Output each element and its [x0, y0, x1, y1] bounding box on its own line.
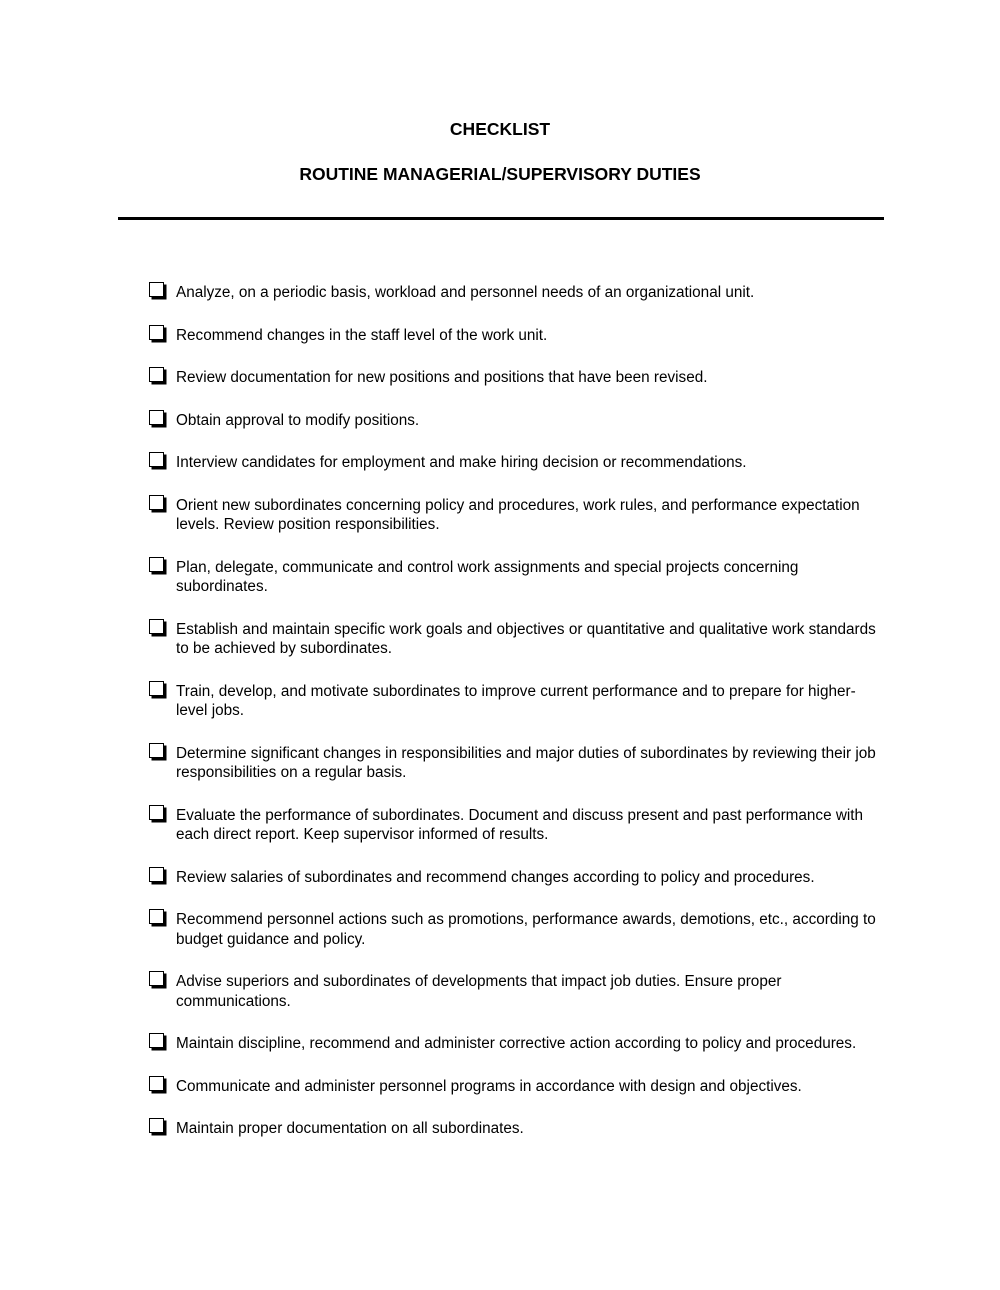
checklist-item: [148, 496, 888, 535]
checklist-item: [148, 806, 888, 845]
page-title: CHECKLIST: [449, 119, 551, 139]
checklist-item: [148, 411, 888, 431]
checkbox-icon[interactable]: [149, 867, 164, 882]
checklist-item-text: Analyze, on a periodic basis, workload and personnel needs of an organizational unit.: [176, 284, 755, 301]
checkbox-icon[interactable]: [149, 909, 164, 924]
page-subtitle: ROUTINE MANAGERIAL/SUPERVISORY DUTIES: [299, 164, 701, 184]
checklist-item-text: Evaluate the performance of subordinates. Document and discuss present and past performance with each direct report. Keep supervisor informed of results.: [176, 806, 864, 843]
checklist-item: [148, 368, 888, 388]
checklist-item: [148, 744, 888, 783]
checklist-item: [148, 558, 888, 597]
checkbox-icon[interactable]: [149, 452, 164, 467]
checklist-item-text: Recommend changes in the staff level of the work unit.: [176, 326, 548, 344]
checklist-item-text: Interview candidates for employment and make hiring decision or recommendations.: [176, 454, 747, 471]
checklist-item-text: Obtain approval to modify positions.: [176, 411, 420, 429]
duties-checklist: [148, 283, 888, 1162]
checkbox-icon[interactable]: [149, 1033, 164, 1048]
checklist-item-text: Determine significant changes in responsibilities and major duties of subordinates by reviewing their job responsibilities on a regular basis.: [176, 744, 876, 781]
checklist-item: [148, 1077, 888, 1097]
checklist-item: [148, 1119, 888, 1139]
checklist-item-text: Recommend personnel actions such as promotions, performance awards, demotions, etc., according to budget guidance and policy.: [176, 911, 876, 948]
checklist-item-text: Plan, delegate, communicate and control work assignments and special projects concerning subordinates.: [176, 558, 799, 595]
checklist-item: [148, 682, 888, 721]
checklist-item: [148, 1034, 888, 1054]
checklist-item: [148, 620, 888, 659]
checkbox-icon[interactable]: [149, 1076, 164, 1091]
checklist-item: [148, 453, 888, 473]
checkbox-icon[interactable]: [149, 557, 164, 572]
checklist-item-text: Communicate and administer personnel programs in accordance with design and objectives.: [176, 1077, 802, 1095]
checklist-item-text: Review documentation for new positions and positions that have been revised.: [176, 369, 708, 386]
checklist-item: [148, 868, 888, 888]
checklist-item-text: Maintain discipline, recommend and administer corrective action according to policy and procedures.: [176, 1035, 857, 1052]
checklist-item: [148, 972, 888, 1011]
checkbox-icon[interactable]: [149, 743, 164, 758]
checklist-item-text: Review salaries of subordinates and recommend changes according to policy and procedures.: [176, 868, 815, 886]
checklist-item-text: Maintain proper documentation on all subordinates.: [176, 1120, 524, 1137]
checkbox-icon[interactable]: [149, 805, 164, 820]
title-divider: [118, 217, 884, 220]
checklist-item: [148, 910, 888, 949]
checkbox-icon[interactable]: [149, 367, 164, 382]
checklist-item-text: Establish and maintain specific work goals and objectives or quantitative and qualitative work standards to be achieved by subordinates.: [176, 620, 876, 657]
checkbox-icon[interactable]: [149, 325, 164, 340]
checkbox-icon[interactable]: [149, 495, 164, 510]
checkbox-icon[interactable]: [149, 282, 164, 297]
checklist-item: [148, 326, 888, 346]
checkbox-icon[interactable]: [149, 681, 164, 696]
checkbox-icon[interactable]: [149, 971, 164, 986]
checkbox-icon[interactable]: [149, 619, 164, 634]
checklist-item-text: Train, develop, and motivate subordinates to improve current performance and to prepare for higher- level jobs.: [176, 682, 856, 719]
checklist-item-text: Orient new subordinates concerning policy and procedures, work rules, and performance expectation levels. Review position responsibilities.: [176, 496, 860, 533]
checkbox-icon[interactable]: [149, 1118, 164, 1133]
checkbox-icon[interactable]: [149, 410, 164, 425]
checklist-item: [148, 283, 888, 303]
checklist-item-text: Advise superiors and subordinates of developments that impact job duties. Ensure proper communications.: [176, 973, 782, 1010]
